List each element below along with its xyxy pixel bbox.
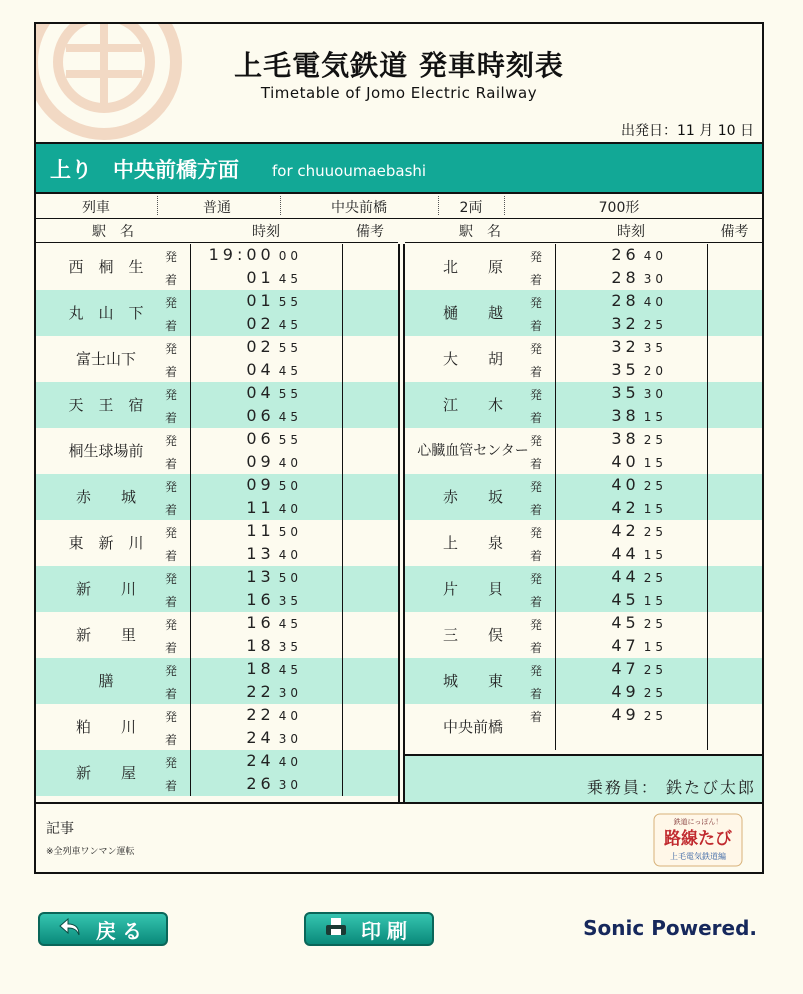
station-name: 新 川 bbox=[75, 580, 136, 598]
header-time: 時刻 bbox=[617, 224, 645, 240]
page-title: 上毛電気鉄道 発車時刻表 bbox=[234, 49, 564, 82]
timetable-row bbox=[405, 244, 762, 290]
timetable-row bbox=[36, 474, 398, 520]
timetable-row bbox=[405, 428, 762, 474]
dep-time: 44 25 bbox=[611, 567, 667, 586]
arr-time: 24 30 bbox=[246, 728, 302, 747]
station-name: 北 原 bbox=[442, 258, 503, 276]
arr-time: 04 45 bbox=[246, 360, 302, 379]
arr-time: 40 15 bbox=[611, 452, 667, 471]
station-name: 新 屋 bbox=[75, 764, 136, 782]
back-button-label: 戻る bbox=[96, 918, 148, 943]
timetable-row bbox=[36, 336, 398, 382]
back-arrow-icon bbox=[58, 917, 82, 942]
dep-label: 発 bbox=[164, 296, 177, 310]
notes-heading: 記事 bbox=[46, 821, 74, 837]
arr-label: 着 bbox=[529, 319, 542, 333]
arr-time: 26 30 bbox=[246, 774, 302, 793]
dep-label: 発 bbox=[164, 526, 177, 540]
train-model: 700形 bbox=[598, 200, 640, 216]
header-notes: 備考 bbox=[356, 224, 384, 240]
dep-time: 13 50 bbox=[246, 567, 302, 586]
station-name: 中央前橋 bbox=[442, 718, 503, 736]
arr-label: 着 bbox=[529, 457, 542, 471]
arr-label: 着 bbox=[164, 457, 177, 471]
station-name: 富士山下 bbox=[75, 350, 136, 368]
timetable-row bbox=[405, 658, 762, 704]
timetable-row bbox=[36, 612, 398, 658]
dep-time: 47 25 bbox=[611, 659, 667, 678]
station-name: 粕 川 bbox=[75, 718, 136, 736]
dep-time: 32 35 bbox=[611, 337, 667, 356]
station-name: 赤 城 bbox=[75, 488, 136, 506]
station-name: 天 王 宿 bbox=[68, 396, 144, 414]
dep-label: 発 bbox=[164, 480, 177, 494]
dep-time: 09 50 bbox=[246, 475, 302, 494]
timetable-row bbox=[405, 290, 762, 336]
station-name: 心臓血管センター bbox=[417, 443, 529, 459]
arr-time: 32 25 bbox=[611, 314, 667, 333]
train-cars: 2両 bbox=[459, 200, 483, 216]
arr-time: 18 35 bbox=[246, 636, 302, 655]
dep-time: 16 45 bbox=[246, 613, 302, 632]
dep-time: 01 55 bbox=[246, 291, 302, 310]
arr-label: 着 bbox=[529, 365, 542, 379]
dep-time: 02 55 bbox=[246, 337, 302, 356]
arr-time: 35 20 bbox=[611, 360, 667, 379]
svg-text:鉄道にっぽん！: 鉄道にっぽん！ bbox=[673, 818, 723, 826]
timetable-row bbox=[405, 612, 762, 658]
dep-label: 発 bbox=[529, 526, 542, 540]
arr-time: 11 40 bbox=[246, 498, 302, 517]
dep-label: 発 bbox=[164, 710, 177, 724]
print-button-label: 印刷 bbox=[361, 918, 413, 943]
dep-time: 40 25 bbox=[611, 475, 667, 494]
arr-label: 着 bbox=[164, 273, 177, 287]
dep-time: 45 25 bbox=[611, 613, 667, 632]
page-subtitle: Timetable of Jomo Electric Railway bbox=[260, 84, 538, 102]
dep-label: 発 bbox=[529, 250, 542, 264]
arr-label: 着 bbox=[164, 503, 177, 517]
dep-label: 発 bbox=[529, 434, 542, 448]
arr-time: 09 40 bbox=[246, 452, 302, 471]
arr-label: 着 bbox=[164, 319, 177, 333]
svg-text:上毛電気鉄道編: 上毛電気鉄道編 bbox=[670, 852, 726, 861]
arr-label: 着 bbox=[529, 411, 542, 425]
arr-label: 着 bbox=[164, 549, 177, 563]
arr-label: 着 bbox=[164, 641, 177, 655]
arr-time: 28 30 bbox=[611, 268, 667, 287]
direction-bar bbox=[36, 142, 762, 194]
dep-time: 24 40 bbox=[246, 751, 302, 770]
back-button[interactable] bbox=[38, 912, 168, 946]
dep-time: 42 25 bbox=[611, 521, 667, 540]
arr-label: 着 bbox=[529, 687, 542, 701]
dep-label: 発 bbox=[529, 480, 542, 494]
station-name: 東 新 川 bbox=[68, 534, 144, 552]
dep-label: 発 bbox=[529, 618, 542, 632]
left-header bbox=[36, 218, 398, 243]
dep-label: 発 bbox=[164, 664, 177, 678]
dep-time: 22 40 bbox=[246, 705, 302, 724]
station-name: 丸 山 下 bbox=[68, 304, 144, 322]
arr-label: 着 bbox=[529, 549, 542, 563]
arr-label: 着 bbox=[164, 733, 177, 747]
train-destination: 中央前橋 bbox=[331, 200, 387, 216]
arr-time: 49 25 bbox=[611, 682, 667, 701]
dep-label: 発 bbox=[164, 434, 177, 448]
timetable-row bbox=[36, 566, 398, 612]
timetable-row bbox=[405, 336, 762, 382]
game-logo-badge bbox=[650, 810, 746, 872]
arr-label: 着 bbox=[164, 595, 177, 609]
timetable-panel bbox=[34, 22, 764, 874]
dep-time: 38 25 bbox=[611, 429, 667, 448]
header-station: 駅 名 bbox=[92, 224, 134, 240]
arr-time: 38 15 bbox=[611, 406, 667, 425]
arr-time: 44 15 bbox=[611, 544, 667, 563]
dep-label: 発 bbox=[529, 388, 542, 402]
station-name: 赤 坂 bbox=[442, 488, 503, 506]
arr-label: 着 bbox=[164, 779, 177, 793]
timetable-row bbox=[405, 520, 762, 566]
timetable-row bbox=[36, 704, 398, 750]
station-name: 樋 越 bbox=[442, 304, 503, 322]
station-name: 城 東 bbox=[442, 672, 503, 690]
dep-label: 発 bbox=[164, 250, 177, 264]
arr-time: 16 35 bbox=[246, 590, 302, 609]
header-time: 時刻 bbox=[252, 224, 280, 240]
station-name: 上 泉 bbox=[442, 534, 503, 552]
arr-time: 01 45 bbox=[246, 268, 302, 287]
arr-label: 着 bbox=[164, 687, 177, 701]
svg-text:路線たび: 路線たび bbox=[664, 829, 732, 849]
dep-time: 18 45 bbox=[246, 659, 302, 678]
arr-time: 49 25 bbox=[611, 705, 667, 724]
sonic-powered-logo: Sonic Powered. bbox=[583, 916, 757, 940]
notes-text: ※全列車ワンマン運転 bbox=[46, 847, 135, 857]
arr-time: 42 15 bbox=[611, 498, 667, 517]
station-name: 膳 bbox=[98, 672, 114, 690]
header-notes: 備考 bbox=[720, 224, 749, 240]
timetable-row bbox=[36, 382, 398, 428]
direction-sub: for chuuoumaebashi bbox=[272, 162, 427, 180]
arr-time: 06 45 bbox=[246, 406, 302, 425]
dep-label: 発 bbox=[529, 572, 542, 586]
station-name: 大 胡 bbox=[442, 350, 503, 368]
arr-time: 13 40 bbox=[246, 544, 302, 563]
header-station: 駅 名 bbox=[459, 224, 501, 240]
timetable-row bbox=[405, 566, 762, 612]
dep-time: 11 50 bbox=[246, 521, 302, 540]
arr-label: 着 bbox=[164, 365, 177, 379]
timetable-row bbox=[36, 658, 398, 704]
dep-label: 発 bbox=[529, 342, 542, 356]
timetable-row bbox=[36, 750, 398, 796]
dep-label: 発 bbox=[164, 342, 177, 356]
printer-icon bbox=[325, 917, 347, 942]
arr-time: 47 15 bbox=[611, 636, 667, 655]
dep-time: 06 55 bbox=[246, 429, 302, 448]
station-name: 江 木 bbox=[442, 396, 503, 414]
dep-label: 発 bbox=[164, 572, 177, 586]
timetable-row bbox=[36, 290, 398, 336]
dep-time: 28 40 bbox=[611, 291, 667, 310]
crew-name: 乗務員： 鉄たび太郎 bbox=[586, 778, 756, 797]
arr-label: 着 bbox=[529, 273, 542, 287]
dep-time: 35 30 bbox=[611, 383, 667, 402]
train-info-row bbox=[36, 194, 762, 219]
dep-time: 26 40 bbox=[611, 245, 667, 264]
direction-label: 上り 中央前橋方面 bbox=[50, 158, 239, 182]
timetable-row bbox=[36, 520, 398, 566]
arr-label: 着 bbox=[529, 710, 542, 724]
dep-label: 発 bbox=[529, 664, 542, 678]
timetable-row bbox=[405, 382, 762, 428]
timetable-row bbox=[36, 428, 398, 474]
train-label: 列車 bbox=[82, 200, 110, 216]
dep-label: 発 bbox=[164, 618, 177, 632]
dep-label: 発 bbox=[164, 756, 177, 770]
station-name: 桐生球場前 bbox=[68, 442, 144, 460]
dep-label: 発 bbox=[164, 388, 177, 402]
arr-time: 45 15 bbox=[611, 590, 667, 609]
departure-date: 出発日：11 月 10 日 bbox=[621, 123, 754, 139]
arr-label: 着 bbox=[529, 641, 542, 655]
timetable-row bbox=[405, 474, 762, 520]
dep-time: 04 55 bbox=[246, 383, 302, 402]
station-name: 片 貝 bbox=[442, 580, 503, 598]
arr-label: 着 bbox=[164, 411, 177, 425]
train-type: 普通 bbox=[203, 200, 231, 216]
crew-box bbox=[405, 754, 762, 802]
timetable-row bbox=[405, 704, 762, 750]
arr-time: 02 45 bbox=[246, 314, 302, 333]
dep-time: 19:00 00 bbox=[208, 245, 302, 264]
timetable-row bbox=[36, 244, 398, 290]
dep-label: 発 bbox=[529, 296, 542, 310]
arr-label: 着 bbox=[529, 503, 542, 517]
arr-label: 着 bbox=[529, 595, 542, 609]
station-name: 新 里 bbox=[75, 626, 136, 644]
station-name: 西 桐 生 bbox=[68, 258, 144, 276]
notes-section bbox=[36, 802, 762, 876]
print-button[interactable] bbox=[304, 912, 434, 946]
right-header bbox=[405, 218, 762, 243]
station-name: 三 俣 bbox=[442, 626, 503, 644]
arr-time: 22 30 bbox=[246, 682, 302, 701]
